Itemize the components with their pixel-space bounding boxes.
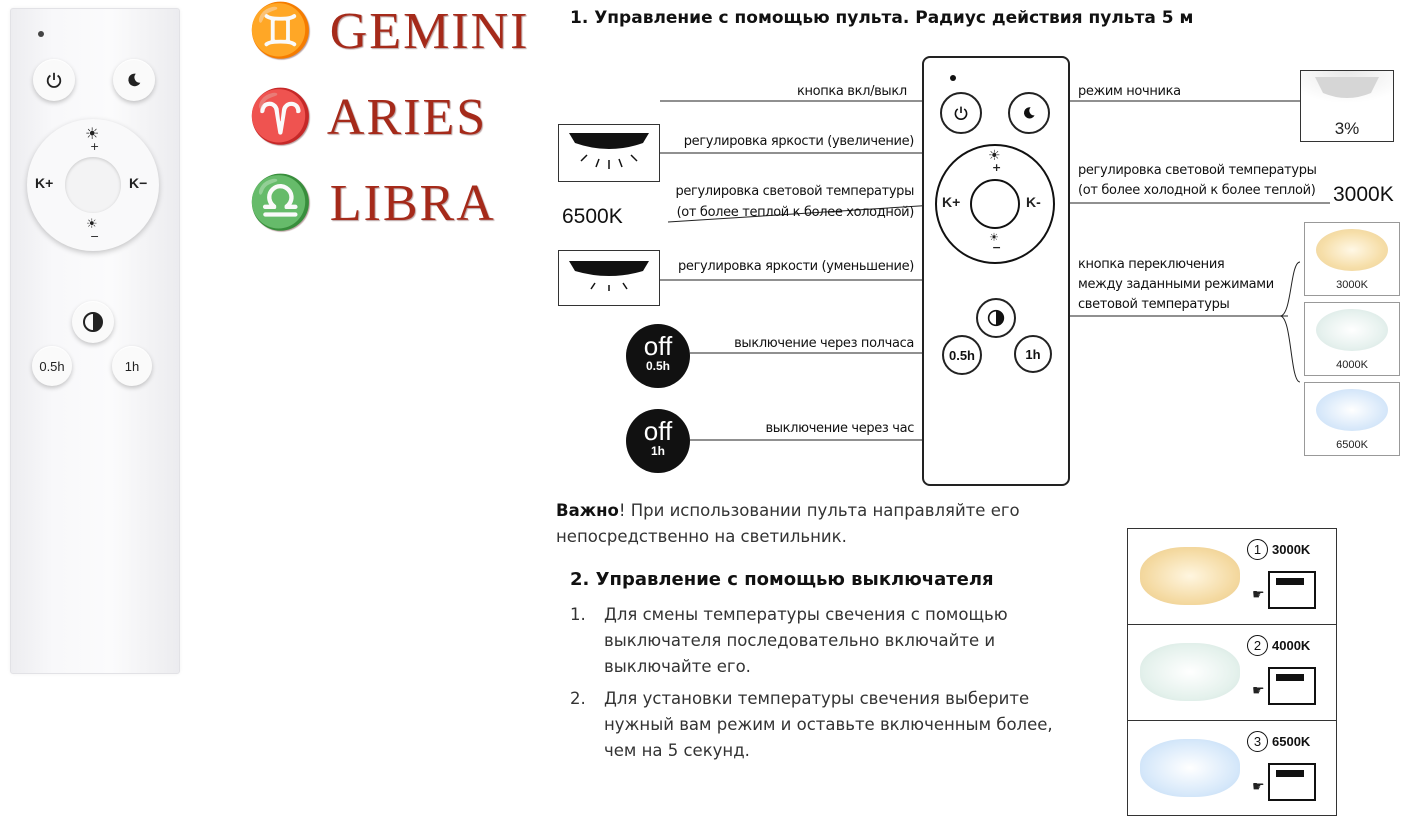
item-number: 2. <box>570 689 586 708</box>
lamp-bright-icon <box>559 125 659 181</box>
brand-aries-text: ARIES <box>326 89 488 146</box>
preset-card-6500k <box>1304 382 1400 456</box>
mode-switch-label-1: кнопка переключения <box>1078 257 1225 272</box>
temp-warm-value: 3000K <box>1333 183 1394 206</box>
brightness-up-box <box>558 124 660 182</box>
diagram-half-hour-button: 0.5h <box>942 335 982 375</box>
libra-symbol: ♎ <box>248 175 315 232</box>
mode-number: 1 <box>1247 539 1268 560</box>
hand-icon: ☛ <box>1252 587 1265 603</box>
off-half-hour-badge <box>626 324 690 388</box>
diagram-control-ring <box>935 144 1055 264</box>
color-mode-icon <box>987 309 1005 327</box>
lamp-warm <box>1140 547 1240 605</box>
brand-libra-text: LIBRA <box>329 175 496 232</box>
switch-mode-panel <box>1127 528 1337 816</box>
photo-k-minus: K− <box>129 175 148 191</box>
power-label: кнопка вкл/выкл <box>797 84 907 99</box>
moon-icon <box>1021 105 1037 121</box>
temp-cold-label-1: регулировка световой температуры <box>675 184 914 199</box>
sun-icon: ☀ <box>988 148 1001 164</box>
brightness-down-label: регулировка яркости (уменьшение) <box>678 259 914 274</box>
mode-value: 3000K <box>1272 542 1311 557</box>
diagram-night-button <box>1008 92 1050 134</box>
brand-aries <box>248 88 487 148</box>
night-label: режим ночника <box>1078 84 1181 99</box>
off-hour-badge <box>626 409 690 473</box>
night-lamp-box <box>1300 70 1394 142</box>
section2-title: 2. Управление с помощью выключателя <box>570 569 994 590</box>
brand-gemini-text: GEMINI <box>329 3 530 60</box>
lamp-cold <box>1140 739 1240 797</box>
hand-icon: ☛ <box>1252 779 1265 795</box>
moon-icon <box>125 71 143 89</box>
lamp-neutral <box>1316 309 1388 351</box>
item-line: чем на 5 секунд. <box>604 741 750 760</box>
sun-icon: ☀ <box>85 124 100 143</box>
item-line: выключателя последовательно включайте и <box>604 631 996 650</box>
diagram-mode-button <box>976 298 1016 338</box>
brightness-down-box <box>558 250 660 306</box>
lamp-neutral <box>1140 643 1240 701</box>
minus-icon: − <box>90 230 100 243</box>
diagram-k-minus: K- <box>1026 194 1041 210</box>
temp-warm-label-2: (от более холодной к более теплой) <box>1078 183 1316 198</box>
plus-icon: + <box>992 161 1002 174</box>
power-icon <box>45 71 63 89</box>
gemini-symbol: ♊ <box>248 3 315 60</box>
photo-night-button <box>113 59 155 101</box>
lamp-cold <box>1316 389 1388 431</box>
item-line: Для смены температуры свечения с помощью <box>604 605 1008 624</box>
off-sub: 1h <box>650 444 665 458</box>
item-number: 1. <box>570 605 586 624</box>
mode-switch-label-2: между заданными режимами <box>1078 277 1274 292</box>
temp-cold-label-2: (от более теплой к более холодной) <box>676 205 914 220</box>
preset-label: 4000K <box>1336 359 1368 371</box>
photo-power-button <box>33 59 75 101</box>
switch-mode-row <box>1128 721 1336 816</box>
sun-icon: ☀ <box>86 217 98 232</box>
indicator-led <box>38 31 44 37</box>
diagram-led <box>950 75 956 81</box>
brand-gemini <box>248 2 530 62</box>
night-percent: 3% <box>1334 119 1360 138</box>
off-half-label: выключение через полчаса <box>734 336 914 351</box>
off-word: off <box>643 331 673 361</box>
diagram-power-button <box>940 92 982 134</box>
mode-value: 6500K <box>1272 734 1311 749</box>
switch-mode-row <box>1128 529 1336 625</box>
mode-number: 2 <box>1247 635 1268 656</box>
wall-switch-icon <box>1268 571 1316 609</box>
section1-title: 1. Управление с помощью пульта. Радиус действия пульта 5 м <box>570 8 1194 28</box>
mode-switch-label-3: световой температуры <box>1078 297 1230 312</box>
brand-libra <box>248 174 496 234</box>
important-line-1 <box>556 498 1116 524</box>
section2-item-1 <box>570 602 1090 680</box>
important-rest-1: ! При использовании пульта направляйте его <box>618 501 1020 520</box>
preset-card-4000k <box>1304 302 1400 376</box>
mode-value: 4000K <box>1272 638 1311 653</box>
off-hour-label: выключение через час <box>765 421 914 436</box>
hand-icon: ☛ <box>1252 683 1265 699</box>
photo-center-button <box>65 157 121 213</box>
minus-icon: − <box>992 241 1002 254</box>
photo-mode-button <box>72 301 114 343</box>
photo-hour-button: 1h <box>112 346 152 386</box>
power-icon <box>953 105 969 121</box>
switch-mode-row <box>1128 625 1336 721</box>
wall-switch-icon <box>1268 763 1316 801</box>
mode-number: 3 <box>1247 731 1268 752</box>
item-line: выключайте его. <box>604 657 751 676</box>
diagram-hour-button: 1h <box>1014 335 1052 373</box>
wall-switch-icon <box>1268 667 1316 705</box>
photo-remote <box>10 8 180 674</box>
section2-item-2 <box>570 686 1110 764</box>
preset-label: 6500K <box>1336 439 1368 451</box>
photo-control-ring <box>27 119 159 251</box>
diagram-center-button <box>970 179 1020 229</box>
off-sub: 0.5h <box>645 359 670 373</box>
diagram-k-plus: K+ <box>942 194 961 210</box>
important-note <box>556 498 1116 550</box>
photo-k-plus: K+ <box>35 175 54 191</box>
lamp-dim-icon <box>559 251 659 305</box>
diagram-remote <box>922 56 1070 486</box>
preset-label: 3000K <box>1336 279 1368 291</box>
plus-icon: + <box>90 140 100 153</box>
important-rest-2: непосредственно на светильник. <box>556 527 847 546</box>
preset-card-3000k <box>1304 222 1400 296</box>
important-bold: Важно <box>556 501 619 520</box>
aries-symbol: ♈ <box>248 89 315 146</box>
lamp-warm <box>1316 229 1388 271</box>
off-word: off <box>643 416 673 446</box>
temp-warm-label-1: регулировка световой температуры <box>1078 163 1317 178</box>
item-line: Для установки температуры свечения выберите <box>604 689 1030 708</box>
temp-cold-value: 6500K <box>562 205 623 228</box>
sun-icon: ☀ <box>989 231 999 244</box>
photo-half-hour-button: 0.5h <box>32 346 72 386</box>
item-line: нужный вам режим и оставьте включенным более, <box>604 715 1053 734</box>
brightness-up-label: регулировка яркости (увеличение) <box>683 134 914 149</box>
color-mode-icon <box>82 311 104 333</box>
lamp-icon <box>1301 71 1393 117</box>
